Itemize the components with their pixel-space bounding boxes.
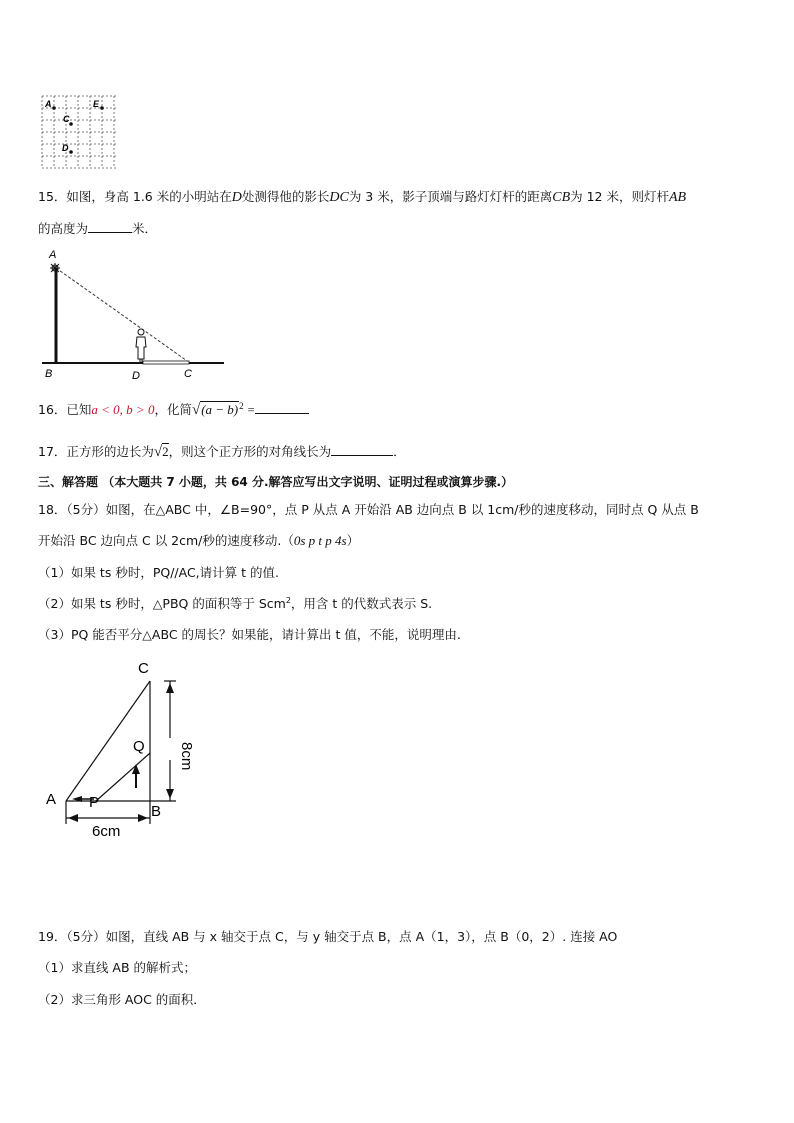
point-e bbox=[100, 106, 104, 110]
answer-blank bbox=[255, 401, 309, 414]
q19-sub1: （1）求直线 AB 的解析式； bbox=[38, 960, 197, 975]
label-c: C bbox=[63, 114, 70, 124]
point-c bbox=[69, 122, 73, 126]
label-d: D bbox=[62, 143, 69, 153]
point-a bbox=[52, 106, 56, 110]
label-c: C bbox=[184, 368, 192, 380]
q15-figure bbox=[36, 246, 230, 380]
q16: 16．已知a < 0, b > 0，化简$√(a - b)^2$ = bbox=[38, 400, 309, 419]
q19-sub2: （2）求三角形 AOC 的面积． bbox=[38, 992, 206, 1007]
answer-blank bbox=[88, 220, 132, 233]
label-6cm: 6cm bbox=[92, 823, 121, 840]
q18-line2: 开始沿 BC 边向点 C 以 2cm/秒的速度移动.（0s p t p 4s） bbox=[38, 533, 360, 548]
label-a: A bbox=[46, 791, 57, 808]
grid-figure bbox=[40, 94, 120, 172]
q19-line1: 19．（5分）如图，直线 AB 与 x 轴交于点 C，与 y 轴交于点 B，点 A（1，3），点 B（0，2）. 连接 AO bbox=[38, 929, 618, 944]
label-d: D bbox=[132, 370, 140, 380]
q18-sub1: （1）如果 ts 秒时，PQ//AC,请计算 t 的值. bbox=[38, 565, 279, 580]
q18-sub3: （3）PQ 能否平分△ABC 的周长？如果能，请计算出 t 值，不能，说明理由. bbox=[38, 627, 461, 642]
q17: 17．正方形的边长为√2，则这个正方形的对角线长为 ． bbox=[38, 444, 406, 460]
label-a: A bbox=[49, 249, 57, 261]
label-q: Q bbox=[133, 738, 145, 755]
q15-line2: 的高度为 米． bbox=[38, 221, 158, 236]
label-a: A bbox=[45, 99, 52, 109]
label-e: E bbox=[93, 99, 100, 109]
section-heading: 三、解答题 （本大题共 7 小题，共 64 分.解答应写出文字说明、证明过程或演算步骤.） bbox=[38, 475, 514, 489]
label-b: B bbox=[45, 368, 53, 380]
q18-sub2: （2）如果 ts 秒时，△PBQ 的面积等于 Scm$^2$，用含 t 的代数式表示 S. bbox=[38, 595, 433, 611]
label-8cm: 8cm bbox=[178, 742, 195, 771]
q18-line1: 18．（5分）如图，在△ABC 中，∠B=90°，点 P 从点 A 开始沿 AB 边向点 B 以 1cm/秒的速度移动，同时点 Q 从点 B bbox=[38, 502, 699, 517]
label-p: P bbox=[89, 794, 100, 811]
label-b: B bbox=[151, 803, 162, 820]
point-d bbox=[69, 150, 73, 154]
q15-line1: 15．如图，身高 1.6 米的小明站在D处测得他的影长DC为 3 米，影子顶端与路灯灯杆的距离CB为 12 米，则灯杆AB bbox=[38, 189, 687, 205]
label-c: C bbox=[138, 660, 149, 677]
q18-figure bbox=[40, 656, 200, 842]
answer-blank bbox=[331, 443, 393, 456]
